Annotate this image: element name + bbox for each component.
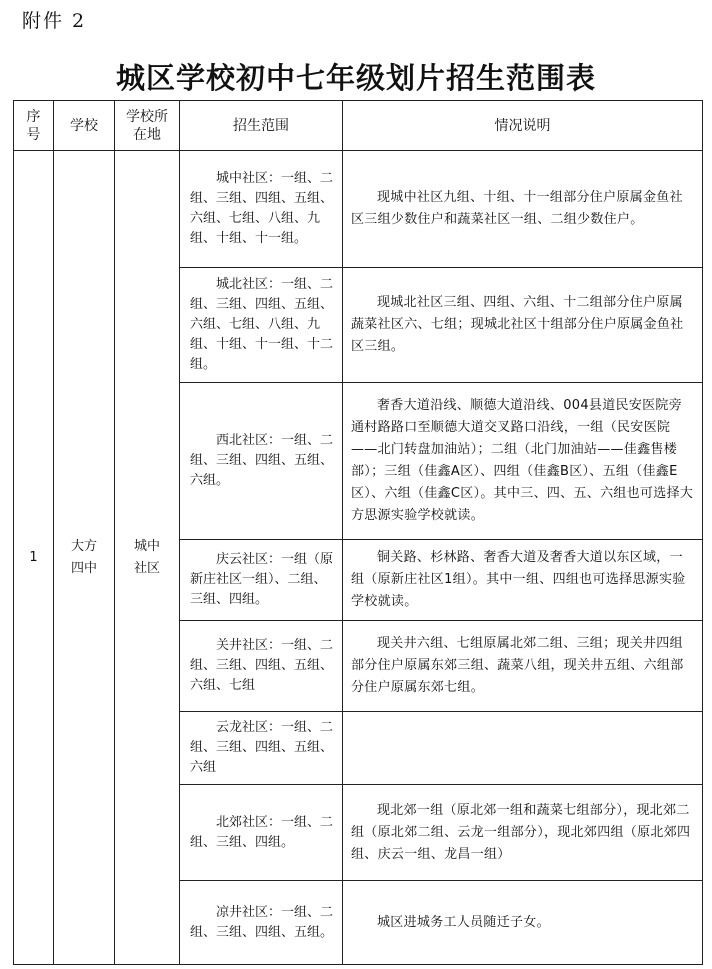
header-location: 学校所在地: [115, 101, 180, 151]
header-range: 招生范围: [180, 101, 343, 151]
header-notes: 情况说明: [343, 101, 703, 151]
table-header-row: [14, 101, 703, 151]
seq-cell: 1: [14, 151, 54, 965]
notes-cell: 城区进城务工人员随迁子女。: [343, 881, 703, 965]
notes-cell: 现关井六组、七组原属北郊二组、三组；现关井四组部分住户原属东郊三组、蔬菜八组，现关井五组、六组部分住户原属东郊七组。: [343, 621, 703, 712]
header-seq: 序号: [14, 101, 54, 151]
notes-cell: 现城中社区九组、十组、十一组部分住户原属金鱼社区三组少数住户和蔬菜社区一组、二组少数住户。: [343, 151, 703, 268]
school-cell: 大方四中: [54, 151, 115, 965]
notes-cell: 现城北社区三组、四组、六组、十二组部分住户原属蔬菜社区六、七组；现城北社区十组部分住户原属金鱼社区三组。: [343, 268, 703, 383]
range-cell: 西北社区：一组、二组、三组、四组、五组、六组。: [180, 383, 343, 540]
range-cell: 关井社区：一组、二组、三组、四组、五组、六组、七组: [180, 621, 343, 712]
range-cell: 凉井社区：一组、二组、三组、四组、五组。: [180, 881, 343, 965]
header-school: 学校: [54, 101, 115, 151]
notes-cell: 奢香大道沿线、顺德大道沿线、004县道民安医院旁通村路路口至顺德大道交叉路口沿线，一组（民安医院——北门转盘加油站）；二组（北门加油站——佳鑫售楼部）；三组（佳鑫A区）、四组（佳鑫B区）、五组（佳鑫E区）、六组（佳鑫C区）。其中三、四、五、六组也可选择大方思源实验学校就读。: [343, 383, 703, 540]
enrollment-table: [13, 100, 703, 965]
location-cell: 城中社区: [115, 151, 180, 965]
range-cell: 北郊社区：一组、二组、三组、四组。: [180, 785, 343, 881]
range-cell: 城北社区：一组、二组、三组、四组、五组、六组、七组、八组、九组、十组、十一组、十二组。: [180, 268, 343, 383]
page-title: 城区学校初中七年级划片招生范围表: [115, 61, 596, 95]
table-row: [14, 151, 703, 268]
attachment-label: 附件 2: [22, 10, 87, 32]
notes-cell: [343, 712, 703, 785]
range-cell: 庆云社区：一组（原新庄社区一组）、二组、三组、四组。: [180, 540, 343, 621]
range-cell: 城中社区：一组、二组、三组、四组、五组、六组、七组、八组、九组、十组、十一组。: [180, 151, 343, 268]
notes-cell: 铜关路、杉林路、奢香大道及奢香大道以东区域，一组（原新庄社区1组）。其中一组、四组也可选择思源实验学校就读。: [343, 540, 703, 621]
notes-cell: 现北郊一组（原北郊一组和蔬菜七组部分），现北郊二组（原北郊二组、云龙一组部分），现北郊四组（原北郊四组、庆云一组、龙昌一组）: [343, 785, 703, 881]
range-cell: 云龙社区：一组、二组、三组、四组、五组、六组: [180, 712, 343, 785]
